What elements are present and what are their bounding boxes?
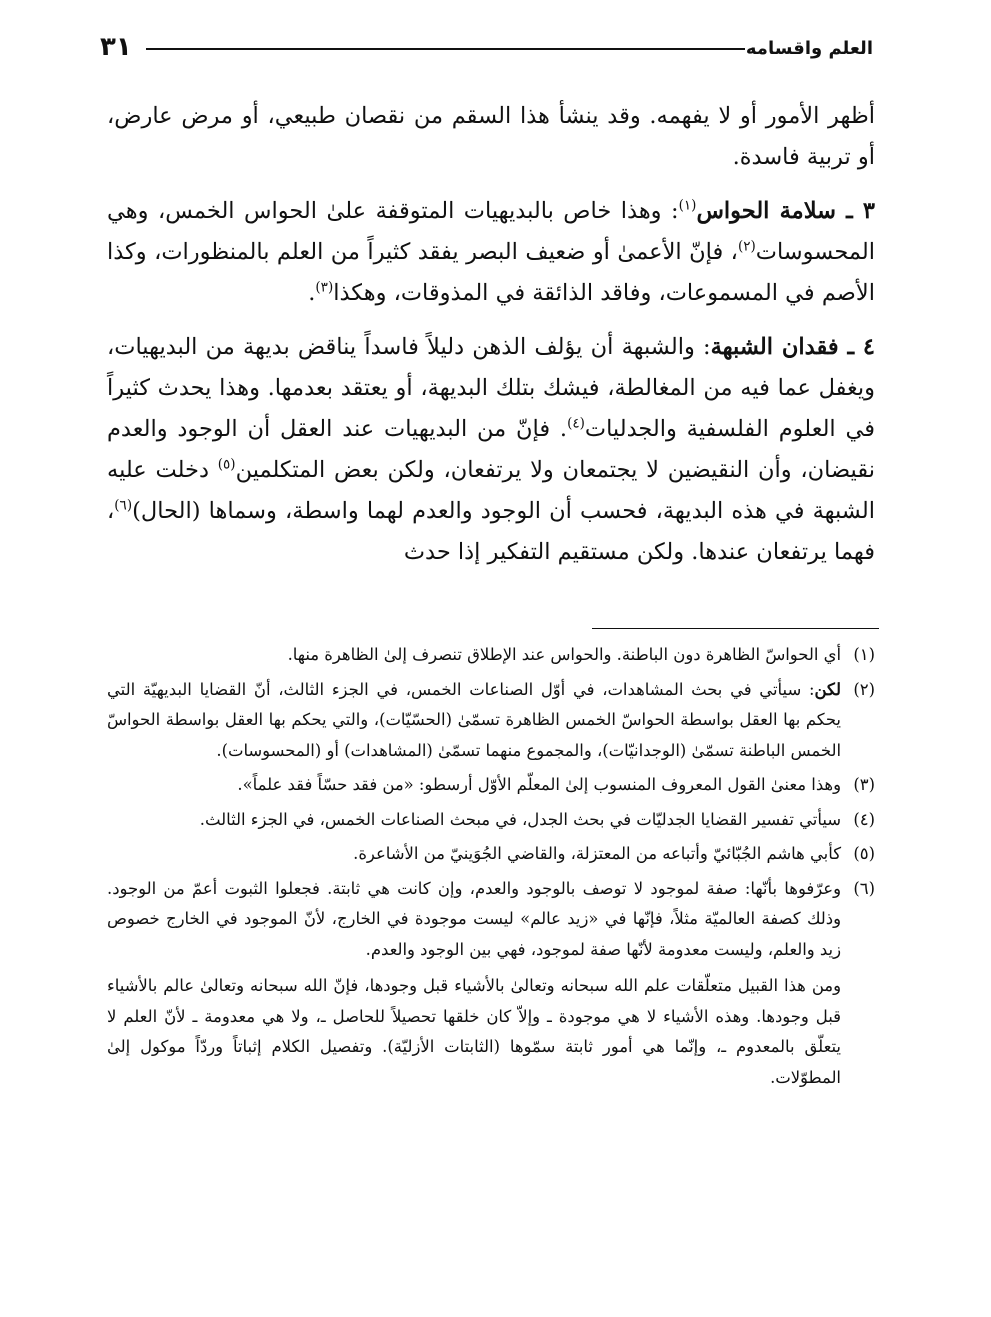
paragraph-doubt-text-c: دخلت عليه الشبهة في هذه البديهة، فحسب أن الوجود والعدم لهما واسطة، وسماها (الحال) <box>107 457 875 524</box>
footnote-bold-word: لكن <box>814 679 841 699</box>
footnote-number: (٢) <box>853 679 875 699</box>
footnote-6-continuation: ومن هذا القبيل متعلّقات علم الله سبحانه وتعالىٰ بالأشياء قبل وجودها، فإنّ الله سبحانه وتعالىٰ عالم بالأشياء قبل وجودها. وهذه الأشياء لا هي موجودة ـ وإلاّ كان خلقها تحصيلاً للحاصل ـ، ولا هي معدومة ـ لأنّ العلم لا يتعلّق بالمعدوم ـ، وإنّما هي أمور ثابتة سمّوها (الثابتات الأزليّة). وتفصيل الكلام إثباتاً وردّاً موكول إلىٰ المطوّلات. <box>107 976 841 1087</box>
footnote-ref-4[interactable]: (٤) <box>567 415 585 432</box>
footnote-text: كأبي هاشم الجُبّائيّ وأتباعه من المعتزلة، والقاضي الجُوَينيّ من الأشاعرة. <box>353 844 841 863</box>
footnote-5 <box>107 839 875 870</box>
footnote-1 <box>107 640 875 671</box>
heading-senses: ٣ ـ سلامة الحواس <box>696 198 875 224</box>
paragraph-senses-text-c: . <box>308 280 316 306</box>
header-rule <box>146 48 745 50</box>
paragraph-doubt-text-a: : والشبهة أن يؤلف الذهن دليلاً فاسداً يناقض بديهة من البديهيات، ويغفل عما فيه من المغالطة، فيشك بتلك البديهة، أو يعتقد بعدمها. وهذا يحدث كثيراً في العلوم الفلسفية والجدليات <box>107 334 875 442</box>
footnote-number: (١) <box>853 645 875 664</box>
footnote-ref-3[interactable]: (٣) <box>315 279 334 296</box>
footnote-ref-2[interactable]: (٢) <box>737 238 756 255</box>
paragraph-doubt-text-b: . فإنّ من البديهيات عند العقل أن الوجود والعدم نقيضان، وأن النقيضين لا يجتمعان ولا يرتفعان، ولكن بعض المتكلمين <box>107 416 875 483</box>
paragraph-doubt <box>107 327 875 573</box>
footnote-number: (٥) <box>853 844 875 863</box>
paragraph-senses-text-a: : وهذا خاص بالبديهيات المتوقفة علىٰ الحواس الخمس، وهي المحسوسات <box>107 198 875 265</box>
footnotes <box>107 640 875 1093</box>
paragraph-senses <box>107 191 875 314</box>
footnote-text: وهذا معنىٰ القول المعروف المنسوب إلىٰ المعلّم الأوّل أرسطو: «من فقد حسّاً فقد علماً». <box>237 775 841 794</box>
paragraph-senses-text-b: ، فإنّ الأعمىٰ أو ضعيف البصر يفقد كثيراً من العلم بالمنظورات، وكذا الأصم في المسموعات، وفاقد الذائقة في المذوقات، وهكذا <box>107 239 875 306</box>
footnote-6 <box>107 874 875 966</box>
footnote-text: أي الحواسّ الظاهرة دون الباطنة. والحواس عند الإطلاق تنصرف إلىٰ الظاهرة منها. <box>287 645 841 664</box>
footnote-ref-5[interactable]: (٥) <box>217 456 236 473</box>
footnote-number: (٣) <box>853 775 875 794</box>
paragraph-1 <box>107 96 875 178</box>
footnote-4 <box>107 805 875 836</box>
page-header <box>100 34 873 64</box>
footnote-text: سيأتي تفسير القضايا الجدليّات في بحث الجدل، في مبحث الصناعات الخمس، في الجزء الثالث. <box>199 809 841 829</box>
footnote-number: (٤) <box>853 809 875 829</box>
main-text <box>107 96 875 573</box>
running-title: العلم واقسامه <box>745 38 873 59</box>
footnote-text: : سيأتي في بحث المشاهدات، في أوّل الصناعات الخمس، في الجزء الثالث، أنّ القضايا البديهيّة التي يحكم بها العقل بواسطة الحواسّ الخمس الظاهرة تسمّىٰ (الحسّيّات)، والتي يحكم بها العقل بواسطة الحواسّ الخمس الباطنة تسمّىٰ (الوجدانيّات)، والمجموع منهما تسمّىٰ (المشاهدات) أو (المحسوسات). <box>107 679 841 760</box>
footnote-ref-1[interactable]: (١) <box>678 197 697 214</box>
footnote-3 <box>107 770 875 801</box>
paragraph-doubt-text-d: ، فهما يرتفعان عندها. ولكن مستقيم التفكير إذا حدث <box>107 498 875 565</box>
footnote-separator <box>592 628 879 629</box>
page-number: ٣١ <box>100 32 132 62</box>
heading-doubt: ٤ ـ فقدان الشبهة <box>710 334 876 360</box>
footnote-text: وعرّفوها بأنّها: صفة لموجود لا توصف بالوجود والعدم، وإن كانت هي ثابتة. فجعلوا الثبوت أعمّ من الوجود. وذلك كصفة العالميّة مثلاً، فإنّها في «زيد عالم» ليست موجودة في الخارج، لأنّ الموجود في الخارج خصوص زيد والعلم، وليست معدومة لأنّها صفة لموجود، فهي بين الوجود والعدم. <box>107 878 841 959</box>
footnote-ref-6[interactable]: (٦) <box>114 497 133 514</box>
footnote-2 <box>107 675 875 767</box>
footnote-number: (٦) <box>853 878 875 898</box>
paragraph-1-text: أظهر الأمور أو لا يفهمه. وقد ينشأ هذا السقم من نقصان طبيعي، أو مرض عارض، أو تربية فاسدة. <box>107 103 875 170</box>
